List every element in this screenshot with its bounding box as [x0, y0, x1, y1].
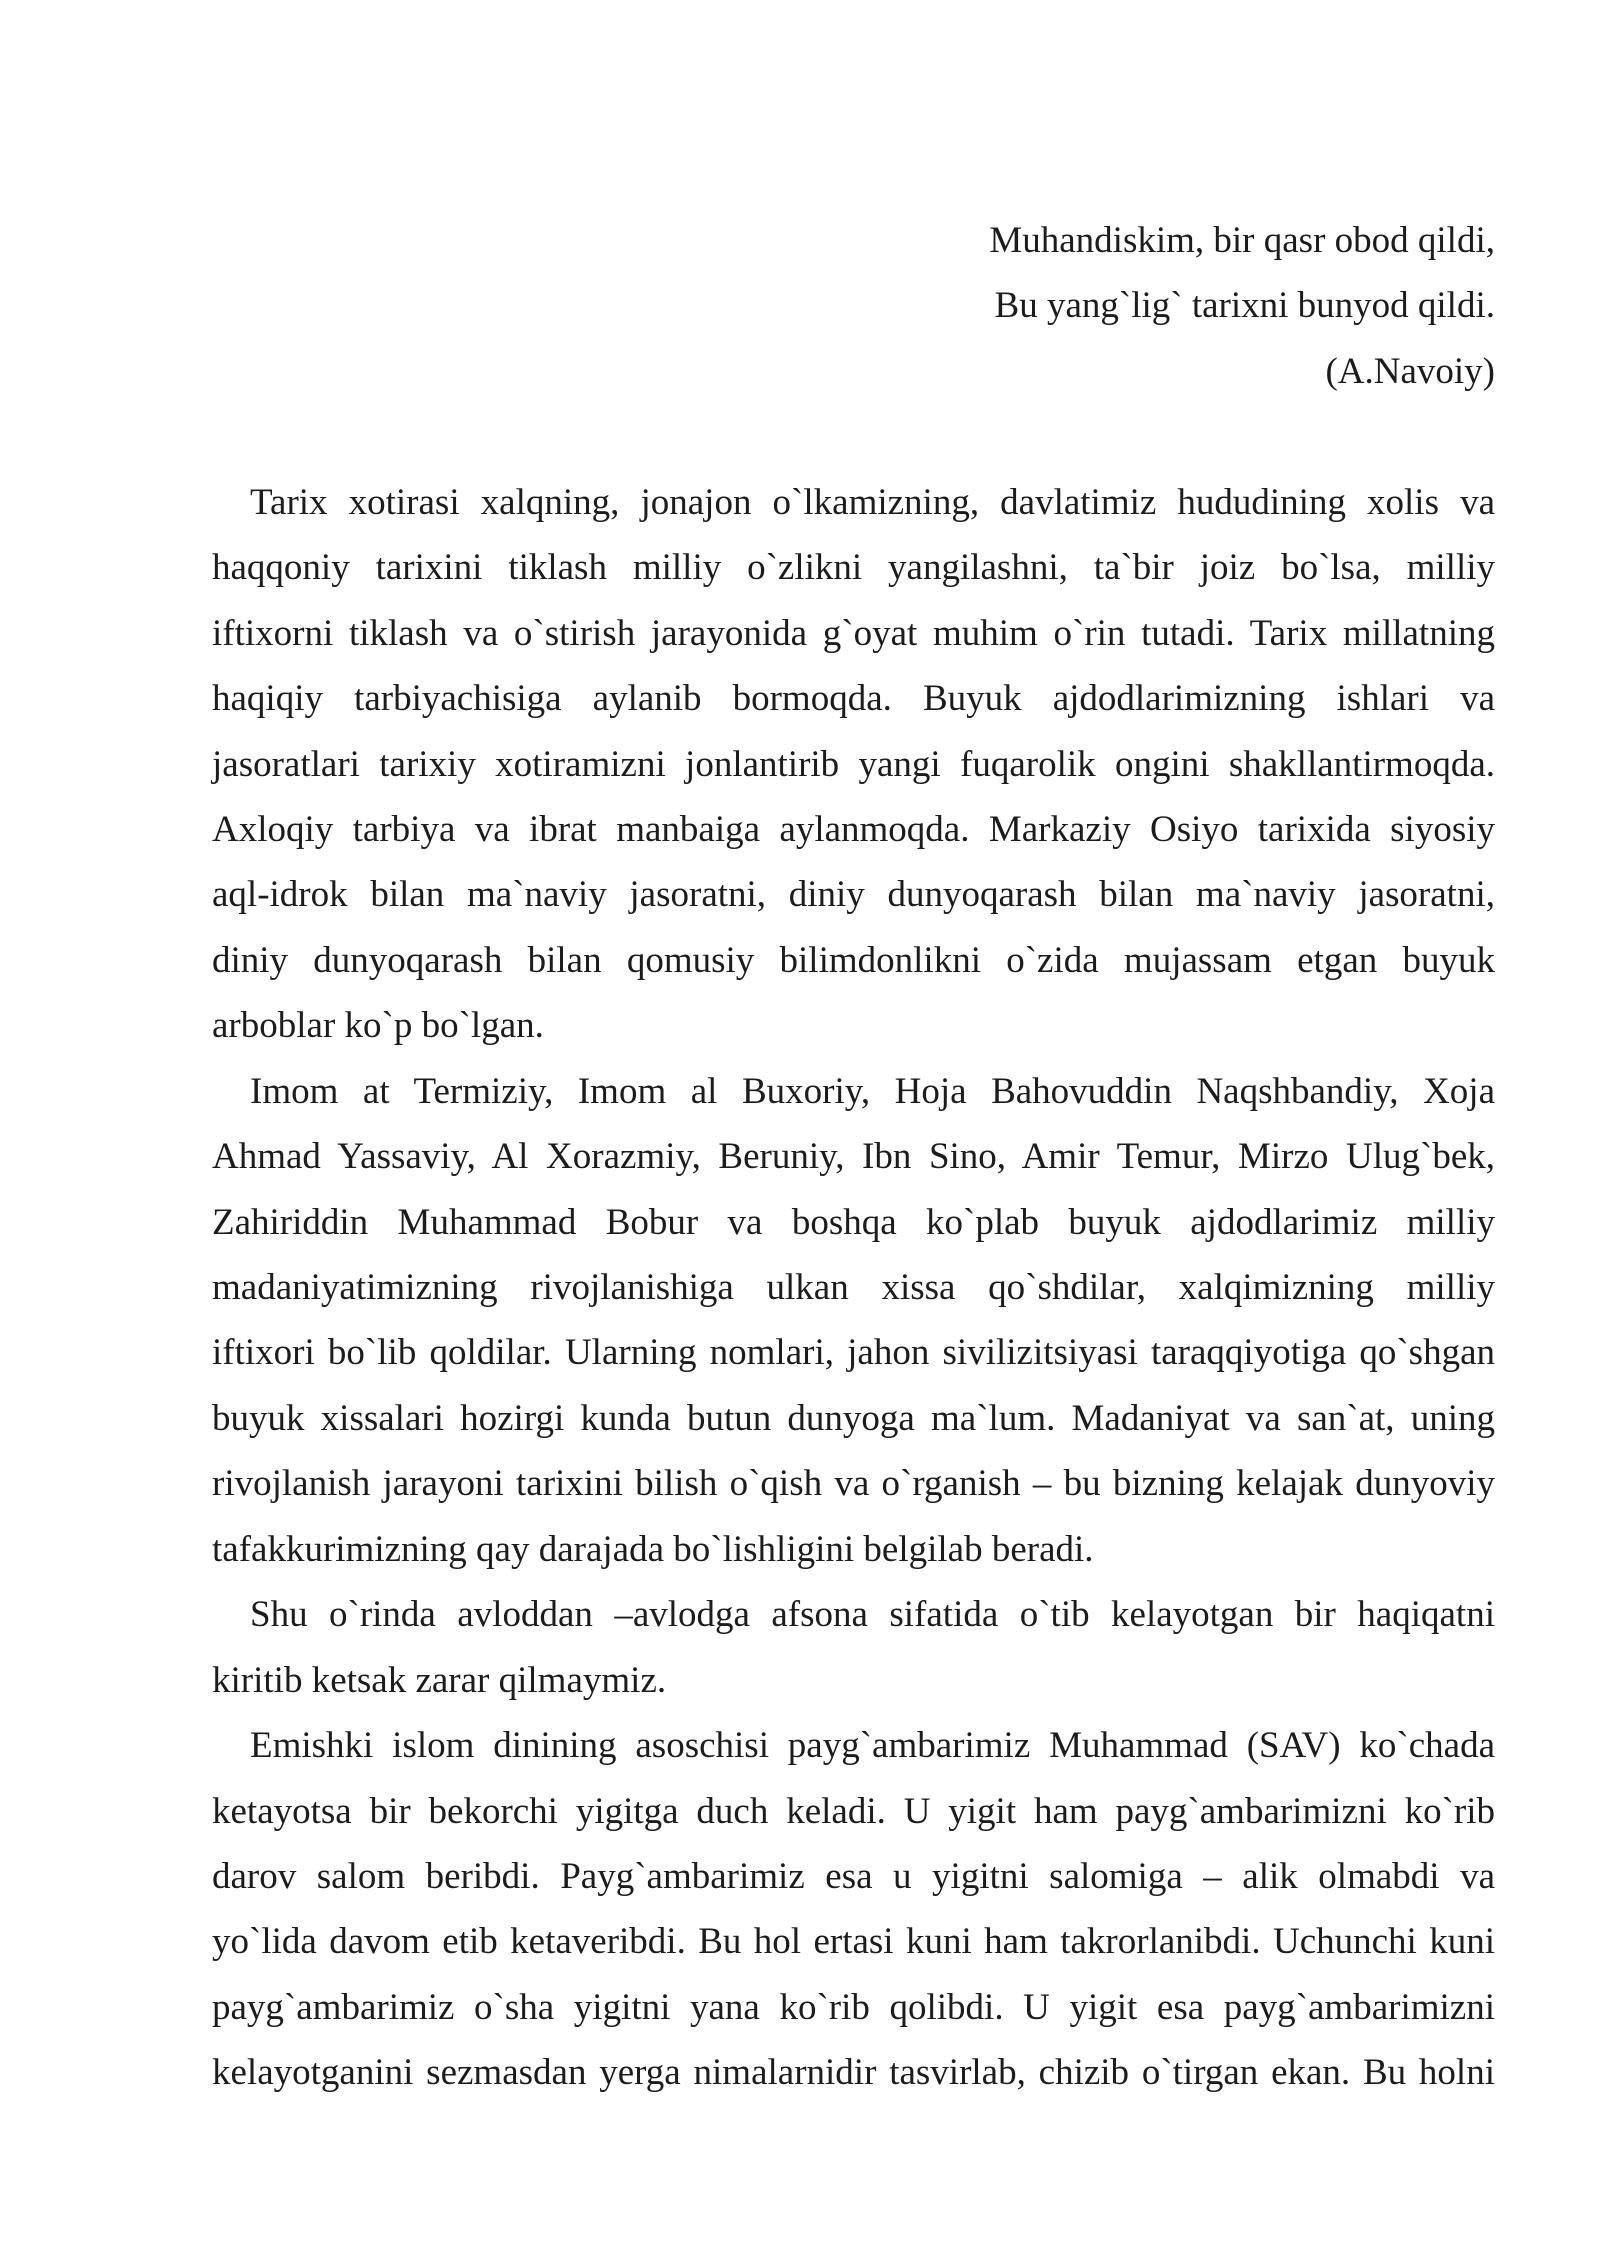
paragraph-line: aql-idrok bilan ma`naviy jasoratni, diniy dunyoqarash bilan ma`naviy jasoratni,: [212, 874, 1495, 916]
paragraph-line: jasoratlari tarixiy xotiramizni jonlantirib yangi fuqarolik ongini shakllantirmoqda.: [212, 743, 1495, 785]
epigraph: [212, 208, 1495, 404]
paragraph-line: payg`ambarimiz o`sha yigitni yana ko`rib qolibdi. U yigit esa payg`ambarimizni: [212, 1986, 1495, 2028]
paragraph-line: buyuk xissalari hozirgi kunda butun dunyoga ma`lum. Madaniyat va san`at, uning: [212, 1397, 1495, 1439]
document-body: [212, 208, 1495, 2106]
paragraph-line: iftixorni tiklash va o`stirish jarayonida g`oyat muhim o`rin tutadi. Tarix millatning: [212, 612, 1495, 654]
paragraph-line: kelayotganini sezmasdan yerga nimalarnidir tasvirlab, chizib o`tirgan ekan. Bu holni: [212, 2052, 1495, 2094]
paragraph-line: kiritib ketsak zarar qilmaymiz.: [212, 1659, 667, 1701]
paragraph: [212, 470, 1495, 1059]
paragraph-line: diniy dunyoqarash bilan qomusiy bilimdonlikni o`zida mujassam etgan buyuk: [212, 939, 1495, 981]
paragraph: [212, 1713, 1495, 2106]
paragraph-line: darov salom beribdi. Payg`ambarimiz esa u yigitni salomiga – alik olmabdi va: [212, 1855, 1495, 1897]
paragraph-line: yo`lida davom etib ketaveribdi. Bu hol ertasi kuni ham takrorlanibdi. Uchunchi kuni: [212, 1921, 1495, 1963]
paragraph-line: tafakkurimizning qay darajada bo`lishligini belgilab beradi.: [212, 1528, 1094, 1570]
paragraph-line: haqqoniy tarixini tiklash milliy o`zlikni yangilashni, ta`bir joiz bo`lsa, milliy: [212, 547, 1495, 589]
paragraph-line: Zahiriddin Muhammad Bobur va boshqa ko`plab buyuk ajdodlarimiz milliy: [212, 1201, 1495, 1243]
paragraph: [212, 1059, 1495, 1583]
paragraph: [212, 1582, 1495, 1713]
paragraph-line: Emishki islom dinining asoschisi payg`ambarimiz Muhammad (SAV) ko`chada: [250, 1725, 1495, 1767]
paragraph-line: Imom at Termiziy, Imom al Buxoriy, Hoja Bahovuddin Naqshbandiy, Xoja: [250, 1070, 1495, 1112]
paragraph-line: rivojlanish jarayoni tarixini bilish o`qish va o`rganish – bu bizning kelajak dunyoviy: [212, 1463, 1495, 1505]
paragraph-line: arboblar ko`p bo`lgan.: [212, 1005, 544, 1047]
blank-line: [212, 404, 1495, 469]
paragraph-line: iftixori bo`lib qoldilar. Ularning nomlari, jahon sivilizitsiyasi taraqqiyotiga qo`shgan: [212, 1332, 1495, 1374]
paragraph-line: Shu o`rinda avloddan –avlodga afsona sifatida o`tib kelayotgan bir haqiqatni: [250, 1594, 1495, 1636]
paragraph-line: Ahmad Yassaviy, Al Xorazmiy, Beruniy, Ibn Sino, Amir Temur, Mirzo Ulug`bek,: [212, 1136, 1495, 1178]
epigraph-line: Muhandiskim, bir qasr obod qildi,: [989, 220, 1495, 261]
paragraph-line: Axloqiy tarbiya va ibrat manbaiga aylanmoqda. Markaziy Osiyo tarixida siyosiy: [212, 808, 1495, 850]
paragraph-line: ketayotsa bir bekorchi yigitga duch keladi. U yigit ham payg`ambarimizni ko`rib: [212, 1790, 1495, 1832]
paragraph-line: haqiqiy tarbiyachisiga aylanib bormoqda. Buyuk ajdodlarimizning ishlari va: [212, 678, 1495, 720]
epigraph-line: Bu yang`lig` tarixni bunyod qildi.: [994, 285, 1495, 327]
paragraph-line: Tarix xotirasi xalqning, jonajon o`lkamizning, davlatimiz hududining xolis va: [250, 481, 1495, 523]
paragraph-line: madaniyatimizning rivojlanishiga ulkan xissa qo`shdilar, xalqimizning milliy: [212, 1267, 1495, 1308]
epigraph-author: (A.Navoiy): [1325, 350, 1495, 392]
